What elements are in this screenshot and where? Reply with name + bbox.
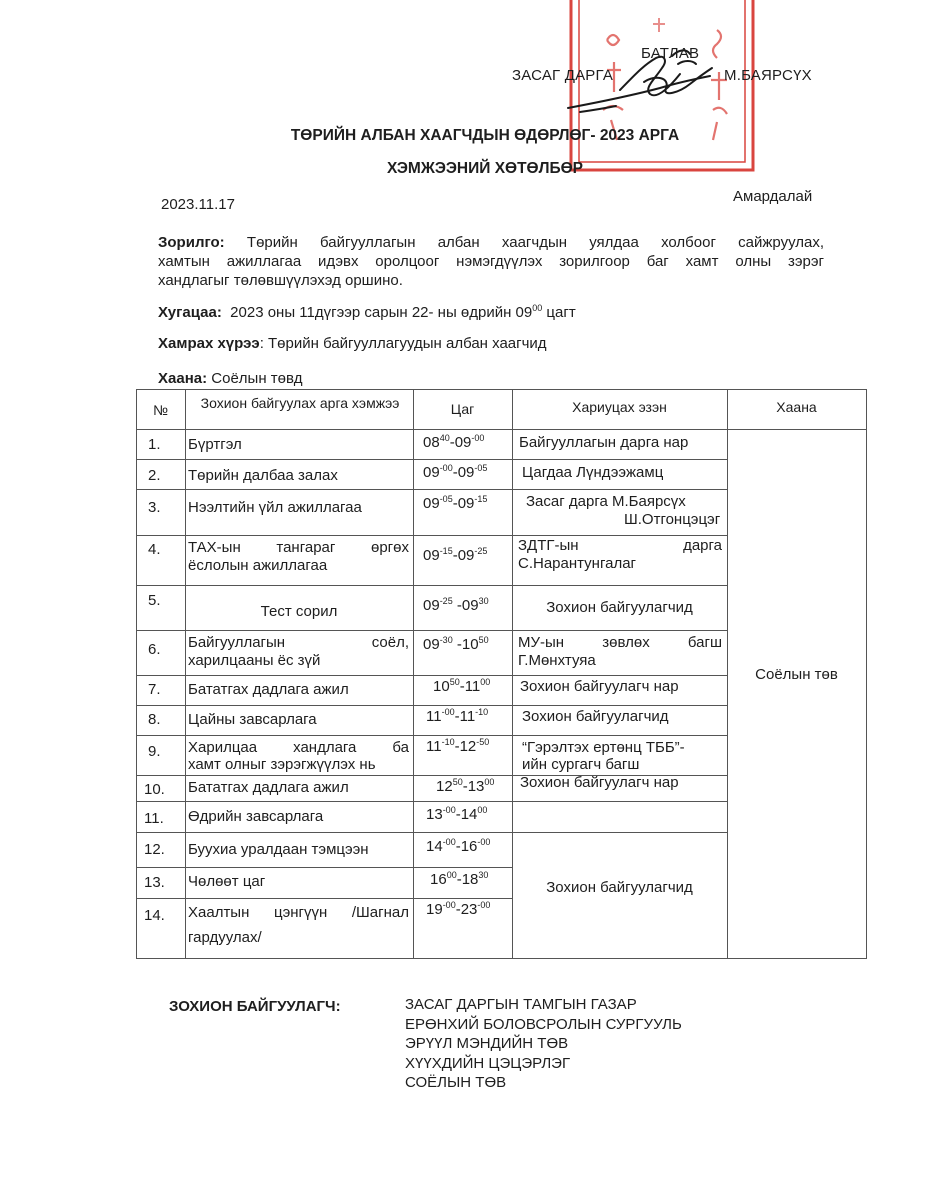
purpose-paragraph	[158, 233, 824, 290]
row-time: $13^{-00}-14^{00}$	[426, 805, 488, 823]
row-event: Буухиа уралдаан тэмцээн	[188, 841, 369, 858]
row-number: 2.	[148, 467, 161, 484]
row-line	[136, 585, 727, 586]
col-line	[185, 389, 186, 958]
row-owner-line2: Ш.Отгонцэцэг	[624, 511, 721, 528]
document-place: Амардалай	[733, 188, 813, 205]
row-time: $11^{-00}-11^{-10}$	[426, 707, 489, 725]
row-event: Өдрийн завсарлага	[188, 808, 324, 825]
row-owner: МУ-ын зөвлөх багш	[518, 634, 722, 651]
row-time: $14^{-00}-16^{-00}$	[426, 837, 491, 855]
purpose-line3: хандлагыг төлөвшүүлэхэд оршино.	[158, 272, 403, 289]
merged-owner: Зохион байгуулагчид	[546, 879, 693, 896]
row-event: Хаалтын цэнгүүн /Шагнал	[188, 904, 409, 921]
row-line	[136, 735, 727, 736]
row-event: Бататгах дадлага ажил	[188, 681, 349, 698]
organizer-item: СОЁЛЫН ТӨВ	[405, 1074, 507, 1091]
row-event: ТАХ-ын тангараг өргөх	[188, 539, 409, 556]
row-owner-line2: Г.Мөнхтуяа	[518, 652, 596, 669]
row-number: 13.	[144, 874, 165, 891]
scope-text: : Төрийн байгууллагуудын албан хаагчид	[259, 335, 547, 352]
row-event: Бүртгэл	[188, 436, 242, 453]
row-time: $09^{-00}-09^{-05}$	[423, 463, 488, 481]
row-line	[136, 898, 512, 899]
row-line	[136, 429, 866, 430]
header-time: Цаг	[450, 401, 475, 417]
row-owner: Зохион байгуулагч нар	[520, 774, 679, 791]
row-time: $09^{-05}-09^{-15}$	[423, 494, 488, 512]
row-number: 5.	[148, 592, 161, 609]
header-place: Хаана	[776, 399, 817, 415]
row-owner: “Гэрэлтэх ертөнц ТББ”-	[522, 739, 685, 756]
row-line	[136, 801, 727, 802]
deadline-sup: 00	[532, 303, 543, 313]
row-event-line2: ёслолын ажиллагаа	[188, 557, 328, 574]
row-event: Харилцаа хандлага ба	[188, 739, 409, 756]
approval-label: БАТЛАВ	[641, 45, 700, 62]
row-time: $10^{50}-11^{00}$	[433, 677, 491, 695]
document-title-line1: ТӨРИЙН АЛБАН ХААГЧДЫН ӨДӨРЛӨГ- 2023 АРГА	[290, 127, 680, 144]
header-owner: Хариуцах эзэн	[572, 399, 667, 415]
row-event-line2: хамт олныг зэрэгжүүлэх нь	[188, 756, 376, 773]
scope-label: Хамрах хүрээ	[158, 335, 260, 352]
row-time: $09^{-15}-09^{-25}$	[423, 546, 488, 564]
row-line	[136, 675, 727, 676]
row-owner-line2: ийн сургагч багш	[522, 756, 640, 773]
purpose-line2: хамтын ажиллагаа идэвх оролцоог нэмэгдүүлэх зорилгоор баг хамт олны зэрэг	[158, 253, 824, 270]
row-time: $09^{-25}$ $-09^{30}$	[423, 596, 489, 614]
row-time: $16^{00}-18^{30}$	[430, 870, 489, 888]
row-event: Байгууллагын соёл,	[188, 634, 409, 651]
scope-line	[158, 334, 547, 353]
row-line	[136, 832, 512, 833]
row-number: 6.	[148, 641, 161, 658]
deadline-text: 2023 оны 11дүгээр сарын 22- ны өдрийн 09	[230, 304, 533, 321]
row-owner: Зохион байгуулагч нар	[520, 678, 679, 695]
row-owner: Зохион байгуулагчид	[522, 708, 669, 725]
approver-position: ЗАСАГ ДАРГА	[512, 67, 614, 84]
document-date: 2023.11.17	[161, 196, 235, 213]
row-line	[512, 832, 727, 833]
organizer-item: ЕРӨНХИЙ БОЛОВСРОЛЫН СУРГУУЛЬ	[405, 1015, 682, 1033]
row-line	[136, 459, 727, 460]
organizer-item: ЭРҮҮЛ МЭНДИЙН ТӨВ	[405, 1035, 569, 1052]
location-text: Соёлын төвд	[211, 370, 303, 387]
organizers-label: ЗОХИОН БАЙГУУЛАГЧ:	[169, 998, 341, 1015]
col-line	[413, 389, 414, 958]
row-number: 12.	[144, 841, 165, 858]
organizer-item: ХҮҮХДИЙН ЦЭЦЭРЛЭГ	[405, 1054, 571, 1072]
purpose-label: Зорилго:	[158, 234, 225, 251]
row-number: 4.	[148, 541, 161, 558]
row-owner: Цагдаа Лүндээжамц	[522, 464, 664, 481]
deadline-line	[158, 303, 576, 322]
row-owner: Байгууллагын дарга нар	[519, 434, 689, 451]
row-time: $12^{50}-13^{00}$	[436, 777, 495, 795]
header-event: Зохион байгуулах арга хэмжээ	[200, 395, 400, 411]
row-event: Нээлтийн үйл ажиллагаа	[188, 499, 362, 516]
row-time: $11^{-10}-12^{-50}$	[426, 737, 490, 755]
row-line	[136, 535, 727, 536]
purpose-line1: Төрийн байгууллагын албан хаагчдын уялдаа холбоог сайжруулах,	[246, 234, 824, 251]
row-number: 10.	[144, 781, 165, 798]
row-event: Тест сорил	[260, 603, 338, 620]
row-owner: Зохион байгуулагчид	[546, 599, 693, 616]
row-event: Бататгах дадлага ажил	[188, 779, 349, 796]
row-event: Цайны завсарлага	[188, 711, 317, 728]
row-owner: Засаг дарга М.Баярсүх	[526, 493, 686, 510]
row-number: 11.	[144, 810, 164, 827]
organizer-item: ЗАСАГ ДАРГЫН ТАМГЫН ГАЗАР	[405, 996, 637, 1013]
schedule-table	[136, 389, 866, 958]
row-event-line2: гардуулах/	[188, 929, 262, 946]
row-line	[136, 489, 727, 490]
row-number: 1.	[148, 436, 161, 453]
row-number: 14.	[144, 907, 165, 924]
location-label: Хаана:	[158, 370, 208, 387]
row-time: $08^{40}-09^{-00}$	[423, 433, 485, 451]
row-number: 9.	[148, 743, 161, 760]
col-line	[512, 389, 513, 958]
row-number: 8.	[148, 711, 161, 728]
row-time: $19^{-00}-23^{-00}$	[426, 900, 491, 918]
row-event: Төрийн далбаа залах	[188, 467, 338, 484]
document-title-line2: ХЭМЖЭЭНИЙ ХӨТӨЛБӨР	[386, 160, 584, 177]
row-number: 7.	[148, 681, 161, 698]
row-number: 3.	[148, 499, 161, 516]
deadline-tail: цагт	[542, 304, 576, 321]
row-line	[136, 867, 512, 868]
deadline-label: Хугацаа:	[158, 304, 222, 321]
organizers-list	[405, 995, 682, 1093]
row-event-line2: харилцааны ёс зүй	[188, 652, 321, 669]
row-owner-line2: С.Нарантунгалаг	[518, 555, 637, 572]
header-no: №	[152, 402, 169, 418]
row-owner: ЗДТГ-ын дарга	[518, 537, 722, 554]
row-time: $09^{-30}$ $-10^{50}$	[423, 635, 489, 653]
approver-name: М.БАЯРСҮХ	[724, 67, 812, 84]
merged-place: Соёлын төв	[755, 666, 838, 683]
row-line	[136, 630, 727, 631]
row-event: Чөлөөт цаг	[188, 873, 266, 890]
location-line	[158, 369, 303, 388]
row-line	[136, 705, 727, 706]
